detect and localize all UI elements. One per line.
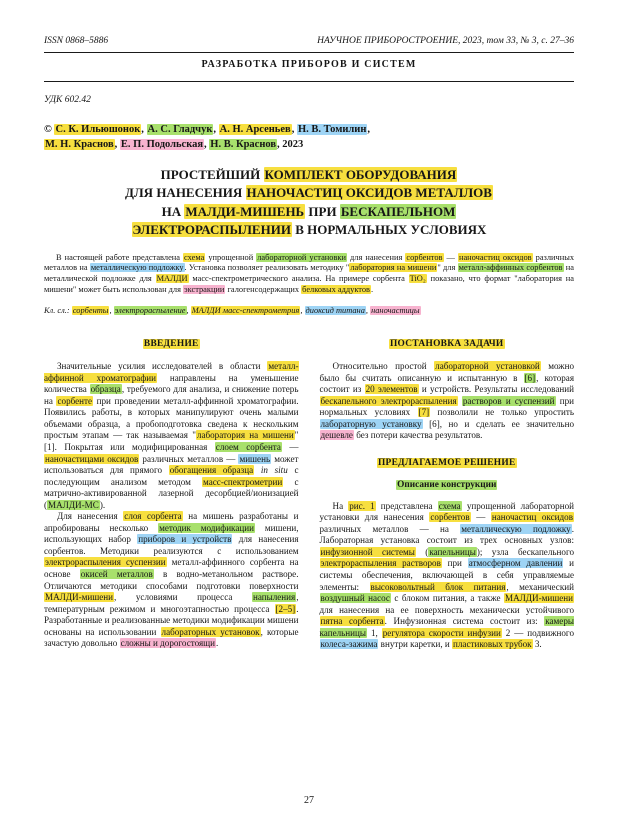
highlighted-text: 20 элементов xyxy=(365,384,418,395)
highlighted-text: А. С. Гладчук xyxy=(147,124,213,135)
highlighted-text: лабораторной установкой xyxy=(435,361,540,372)
highlighted-text: БЕСКАПЕЛЬНОМ xyxy=(340,203,456,219)
text-run: , требуемого для анализа, и снижение потерь на xyxy=(44,384,299,406)
highlighted-text: пятна сорбента xyxy=(320,616,384,627)
highlighted-text: высоковольтный блок питания xyxy=(370,581,506,592)
text-run: . Установка позволяет реализовать методику " xyxy=(184,263,350,273)
text-run: 2 — подвижного xyxy=(501,627,574,638)
text-run: с блоком питания, а также xyxy=(390,593,504,604)
highlighted-text: колеса-зажима xyxy=(320,639,378,650)
highlighted-text: НАНОЧАСТИЦ ОКСИДОВ МЕТАЛЛОВ xyxy=(246,185,492,201)
highlighted-text: наночастицы xyxy=(371,306,420,316)
text-run: при xyxy=(441,558,468,569)
text-run: и системы обеспечения, включающей в себя управляемые элементы: xyxy=(319,558,574,592)
highlighted-text: металлическую подложку xyxy=(90,263,184,273)
text-run: внутри каретки, и xyxy=(378,639,453,650)
text-run: ). xyxy=(99,499,106,510)
text-run: [6], но и сделать ее значительно xyxy=(422,418,574,429)
highlighted-text: [2–5] xyxy=(275,603,296,614)
highlighted-text: бескапельного электрораспыления xyxy=(320,395,457,406)
highlighted-text: Описание конструкции xyxy=(397,479,497,490)
text-run: В НОРМАЛЬНЫХ УСЛОВИЯХ xyxy=(291,222,487,238)
highlighted-text: МАЛДИ-МС xyxy=(48,499,99,510)
text-run: Для нанесения xyxy=(57,511,124,522)
text-run: галогенсодержащих xyxy=(225,284,302,294)
header-rule-bottom xyxy=(44,81,574,82)
text-run: различных металлов — на xyxy=(319,523,461,534)
text-run: ПРИ xyxy=(305,203,340,219)
highlighted-text: обогащения образца xyxy=(169,465,254,476)
highlighted-text: ПОСТАНОВКА ЗАДАЧИ xyxy=(389,339,504,350)
highlighted-text: МАЛДИ масс-спектрометрия xyxy=(191,306,300,316)
highlighted-text: [6] xyxy=(524,372,536,383)
highlighted-text: лабораторную установку xyxy=(320,418,422,429)
text-run: представлена xyxy=(375,500,438,511)
paper-title xyxy=(44,166,574,240)
highlighted-text: Н. В. Томилин xyxy=(297,124,367,135)
highlighted-text: лаборатория на мишени xyxy=(196,430,294,441)
text-run: , которые зачастую довольно xyxy=(44,626,299,649)
highlighted-text: экстракции xyxy=(184,284,225,294)
text-run: , 2023 xyxy=(277,138,304,150)
text-run: На xyxy=(332,500,349,511)
journal-header-row xyxy=(44,36,574,46)
highlighted-text: МАЛДИ-МИШЕНЬ xyxy=(185,203,305,219)
highlighted-text: белковых аддуктов xyxy=(302,284,370,294)
highlighted-text: ПРЕДЛАГАЕМОЕ РЕШЕНИЕ xyxy=(377,458,516,468)
text-run: , xyxy=(141,124,147,135)
problem-paragraph-1 xyxy=(320,361,575,442)
highlighted-text: лабораторных установок xyxy=(161,626,260,637)
text-run: упрощенной xyxy=(205,252,257,262)
highlighted-text: схема xyxy=(184,252,205,262)
text-run: различных металлов — xyxy=(139,453,239,464)
subsection-heading-design xyxy=(320,480,575,492)
highlighted-text: дешевле xyxy=(320,430,353,441)
highlighted-text: электрораспыления суспензии xyxy=(45,557,166,568)
text-run: — xyxy=(470,512,491,523)
highlighted-text: сорбенте xyxy=(57,395,93,406)
highlighted-text: ВВЕДЕНИЕ xyxy=(143,339,199,350)
intro-paragraph-2 xyxy=(44,511,299,650)
highlighted-text: напыления xyxy=(252,592,296,603)
highlighted-text: растворов и суспензий xyxy=(462,395,555,406)
text-run: при нормальных условиях xyxy=(319,395,574,418)
highlighted-text: атмосферном давлении xyxy=(468,558,563,569)
text-run: Значительные усилия исследователей в области xyxy=(57,361,268,372)
text-run: масс-спектрометрического анализа. На примере сорбента xyxy=(188,273,409,283)
text-run: , которая состоит из xyxy=(319,372,575,395)
text-run: Относительно простой xyxy=(332,361,435,372)
highlighted-text: А. Н. Арсеньев xyxy=(219,124,291,135)
highlighted-text: инфузионной системы xyxy=(320,546,415,557)
text-run: . xyxy=(371,284,374,294)
authors-line-1 xyxy=(44,123,574,138)
highlighted-text: металл-аффинных сорбентов xyxy=(458,263,563,273)
text-run: на мишень разработаны и апробированы несколько xyxy=(44,511,299,533)
highlighted-text: мишень xyxy=(239,453,271,464)
page-number: 27 xyxy=(304,795,314,806)
highlighted-text: сорбентов xyxy=(406,252,443,262)
text-run: без потери качества результатов. xyxy=(353,430,483,441)
text-run: различных металлов на xyxy=(44,252,575,273)
highlighted-text: ЭЛЕКТРОРАСПЫЛЕНИИ xyxy=(132,222,291,238)
highlighted-text: Н. В. Краснов xyxy=(210,138,277,150)
text-run: , температурным режимом и многоэтапностью процесса xyxy=(44,592,299,614)
text-run: in situ xyxy=(260,465,288,476)
highlighted-text: методик модификации xyxy=(159,522,254,533)
paper-title-line-1 xyxy=(44,166,574,184)
highlighted-text: воздушный насос xyxy=(320,593,390,604)
paper-title-line-2 xyxy=(44,184,574,202)
highlighted-text: МАЛДИ-мишени xyxy=(504,593,573,604)
highlighted-text: сложны и дорогостоящи xyxy=(120,638,216,649)
text-run xyxy=(254,465,261,475)
section-banner: РАЗРАБОТКА ПРИБОРОВ И СИСТЕМ xyxy=(201,59,417,70)
highlighted-text: наночастицами оксидов xyxy=(45,453,139,464)
text-run: может использоваться для прямого xyxy=(44,453,299,476)
highlighted-text: рис. 1 xyxy=(349,500,375,511)
highlighted-text: камеры капельницы xyxy=(319,616,574,638)
highlighted-text: наночастиц оксидов xyxy=(491,512,573,523)
highlighted-text: [7] xyxy=(418,407,430,418)
text-run: позволили не только упростить xyxy=(430,407,575,418)
highlighted-text: МАЛДИ xyxy=(156,273,188,283)
text-run: ПРОСТЕЙШИЙ xyxy=(160,166,264,182)
authors-block xyxy=(44,123,574,153)
text-run: , xyxy=(109,306,114,316)
text-run: . Инфузионная система состоит из: xyxy=(384,616,545,627)
text-run: , xyxy=(291,124,297,135)
text-run: " для xyxy=(437,263,458,273)
highlighted-text: регулятора скорости инфузии xyxy=(382,627,501,638)
highlighted-text: приборов и устройств xyxy=(138,534,232,545)
highlighted-text: С. К. Ильюшонок xyxy=(55,124,141,135)
text-run: и устройств. Результаты исследований xyxy=(418,384,574,395)
text-run: для нанесения xyxy=(346,252,406,262)
text-run: ДЛЯ НАНЕСЕНИЯ xyxy=(125,185,246,201)
text-run: — xyxy=(281,442,299,452)
highlighted-text: схема xyxy=(438,500,461,511)
keywords-line xyxy=(44,306,574,317)
highlighted-text: слоем сорбента xyxy=(215,442,281,452)
text-run: для нанесения на ее поверхность механически устойчивого xyxy=(319,604,574,615)
highlighted-text: металл-аффинной хроматографии xyxy=(44,361,299,383)
highlighted-text: лаборатория на мишени xyxy=(350,263,437,273)
highlighted-text: TiO₂ xyxy=(409,273,426,283)
highlighted-text: лабораторной установки xyxy=(257,252,346,262)
highlighted-text: слоя сорбента xyxy=(124,511,182,522)
issn-label: ISSN 0868–5886 xyxy=(44,36,109,46)
text-run: , xyxy=(114,138,120,150)
text-run: можно было бы считать описанную и испытанную в xyxy=(319,361,575,383)
section-heading-problem xyxy=(320,339,575,351)
authors-line-2 xyxy=(44,138,574,153)
section-heading-solution xyxy=(320,458,575,470)
highlighted-text: окисей металлов xyxy=(80,569,153,580)
text-run: . Разработанные и реализованные методики модификации мишени основаны на использовании xyxy=(44,603,299,637)
text-run: упрощенной лабораторной установки для нанесения xyxy=(319,500,574,523)
text-run: — xyxy=(443,252,458,262)
highlighted-text: масс-спектрометрии xyxy=(203,476,283,487)
text-run: . Лабораторная установка состоит из трех основных узлов: xyxy=(319,523,574,546)
text-run: , xyxy=(365,306,371,316)
text-run: в водно-метанольном растворе. Отличаются методики способами подготовки поверхности xyxy=(44,569,299,591)
text-run: ); узла бескапельного xyxy=(476,546,574,557)
text-run: , xyxy=(204,138,210,150)
highlighted-text: МАЛДИ-мишени xyxy=(45,592,114,603)
highlighted-text: диоксид титана xyxy=(305,306,365,316)
text-run: , условиями процесса xyxy=(114,592,252,603)
highlighted-text: сорбентов xyxy=(430,512,470,523)
highlighted-text: пластиковых трубок xyxy=(453,639,532,650)
paper-title-line-4 xyxy=(44,221,574,239)
text-run: мишени, использующих набор xyxy=(44,522,299,545)
text-run: направлены на уменьшение количества xyxy=(44,372,299,395)
text-run: В настоящей работе представлена xyxy=(56,252,184,262)
text-run: для нанесения сорбентов. Методики реализуются с использованием xyxy=(44,534,299,556)
text-run: с последующим анализом методом xyxy=(44,465,299,487)
text-run: показано, что формат "лаборатория на мишени" может быть использован для xyxy=(44,273,574,294)
highlighted-text: капельницы xyxy=(429,546,476,557)
text-run: . xyxy=(216,638,219,649)
highlighted-text: металлическую подложку xyxy=(461,523,571,534)
text-run: 3. xyxy=(532,639,542,650)
highlighted-text: сорбенты xyxy=(72,306,109,316)
two-column-body xyxy=(44,333,574,651)
text-run: , xyxy=(186,306,191,316)
solution-paragraph-1 xyxy=(320,501,575,651)
highlighted-text: образца xyxy=(90,384,121,395)
section-heading-introduction xyxy=(44,339,299,351)
intro-paragraph-1 xyxy=(44,361,299,511)
text-run: на металлической подложке для xyxy=(44,263,574,283)
right-column xyxy=(320,333,575,651)
text-run: 1, xyxy=(367,627,382,638)
text-run: с матрично-активированной лазерной десорбцией/ионизацией ( xyxy=(44,476,299,510)
highlighted-text: электрораспыления растворов xyxy=(320,558,441,569)
text-run: " [1]. Покрытая или модифицированная xyxy=(44,430,299,452)
left-column xyxy=(44,333,299,651)
highlighted-text: М. Н. Краснов xyxy=(45,138,114,150)
highlighted-text: КОМПЛЕКТ ОБОРУДОВАНИЯ xyxy=(264,166,457,182)
text-run: , xyxy=(367,124,371,135)
highlighted-text: наночастиц оксидов xyxy=(458,252,532,262)
journal-reference: НАУЧНОЕ ПРИБОРОСТРОЕНИЕ, 2023, том 33, № 3, c. 27–36 xyxy=(317,36,574,46)
text-run: ( xyxy=(415,546,429,557)
text-run: , механический xyxy=(506,581,574,592)
text-run: , xyxy=(300,306,305,316)
text-run: НА xyxy=(161,203,185,219)
highlighted-text: электрораспыление xyxy=(114,306,186,316)
paper-title-line-3 xyxy=(44,203,574,221)
text-run: , xyxy=(213,124,219,135)
text-run: Кл. сл.: xyxy=(44,306,72,316)
abstract-text xyxy=(44,253,574,296)
text-run: при проведении металл-аффинной хроматографии. Появились работы, в которых манипулируют очень малыми объемами образца, а пробоподготовка сведена к нескольким простым этапам — так называемая " xyxy=(44,395,299,441)
highlighted-text: Е. П. Подольская xyxy=(120,138,204,150)
text-run: © xyxy=(44,124,55,135)
text-run: металл-аффинного сорбента на основе xyxy=(44,557,299,580)
udk-label: УДК 602.42 xyxy=(44,95,91,105)
